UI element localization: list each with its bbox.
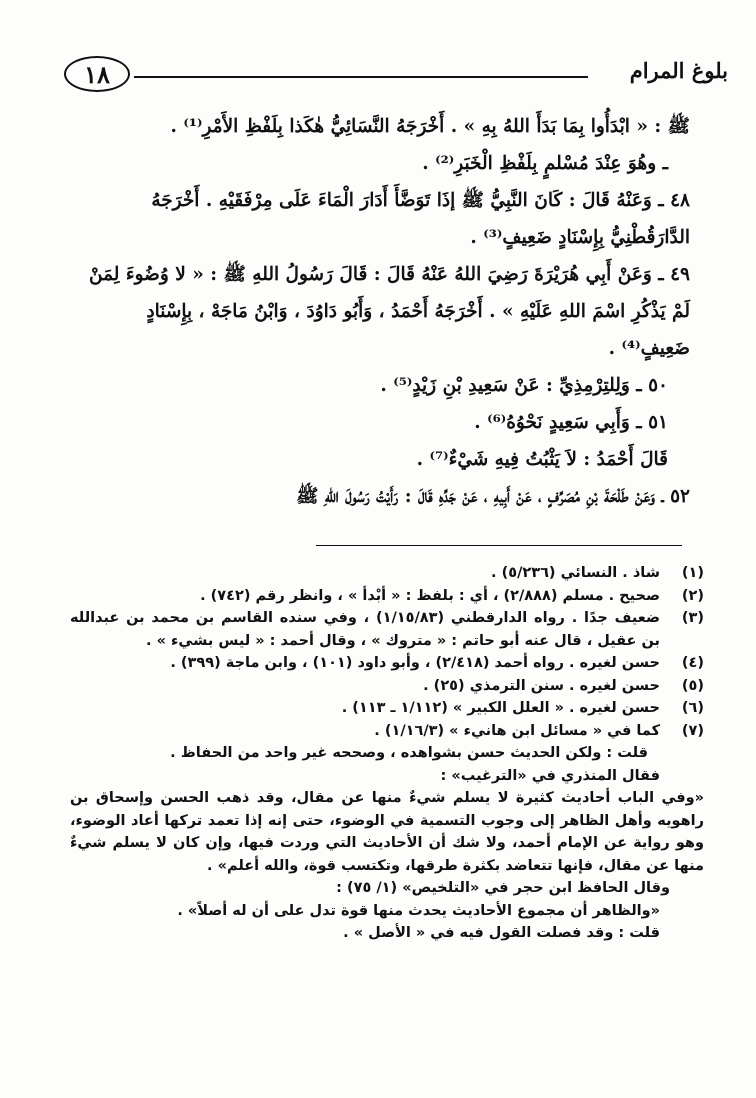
footnote-number: (٤)	[681, 655, 704, 671]
footnote-number: (٥)	[681, 677, 704, 694]
hadith-50: ٥٠ ـ وَلِلتِرْمِذِيِّ : عَنْ سَعِيدِ بْنِ زَيْدٍ⁽⁵⁾ .	[380, 375, 668, 396]
ahmad-statement: قَالَ أَحْمَدُ : لاَ يَثْبُتُ فِيهِ شَيْءٌ⁽⁷⁾ .	[416, 449, 668, 470]
footnote-text: حسن لغيره . سنن الترمذي (٢٥) .	[423, 677, 660, 694]
footnote-text: حسن لغيره . « العلل الكبير » (١/١١٢ ـ ١١٣) .	[341, 700, 660, 716]
footnote-text: ضعيف جدًا . رواه الدارقطني (١/١٥/٨٣) ، وفي سنده القاسم بن محمد بن عبدالله بن عقيل ، قال عنه أبو حاتم : « متروك » ، وقال أحمد : « ليس بشيء » .	[70, 610, 661, 649]
footnote-text: شاذ . النسائي (٥/٢٣٦) .	[491, 565, 660, 581]
text-line: الدَّارَقُطْنِيُّ بِإِسْنَادٍ ضَعِيفٍ⁽³⁾ .	[470, 227, 690, 248]
commentary-line: وقال الحافظ ابن حجر في «التلخيص» (١/ ٧٥) :	[336, 880, 670, 896]
page-number: ١٨	[64, 56, 130, 92]
footnote-text: حسن لغيره . رواه أحمد (٢/٤١٨) ، وأبو داود (١٠١) ، وابن ماجة (٣٩٩) .	[170, 655, 660, 671]
footnote-separator	[316, 545, 682, 546]
footnote	[70, 675, 704, 698]
commentary-line: قلت : وقد فصلت القول فيه في « الأصل » .	[343, 925, 660, 941]
footnote	[70, 562, 704, 585]
footnotes	[70, 562, 704, 945]
commentary-quote: «والظاهر أن مجموع الأحاديث يحدث منها قوة تدل على أن له أصلاً» .	[177, 902, 660, 919]
book-title: بلوغ المرام	[629, 58, 728, 83]
footnote	[70, 652, 704, 675]
text-line: ﷺ : « ابْدَأُوا بِمَا بَدَأَ اللهُ بِهِ » . أَخْرَجَهُ النَّسَائِيُّ هٰكَذا بِلَفْظِ الأَمْرِ⁽¹⁾ .	[170, 116, 690, 137]
commentary-quote: «وفي الباب أحاديث كثيرة لا يسلم شيءٌ منها عن مقال، وقد ذهب الحسن وإسحاق بن راهويه وأهل الظاهر إلى وجوب التسمية في الوضوء، حتى إنه إذا تعمد تركها أعاد الوضوء، وهو رواية عن الإمام أحمد، ولا شك أن الأحاديث التي وردت فيها، وإن كان لا يسلم شيءٌ منها عن مقال، فإنها تتعاضد بكثرة طرقها، وتكتسب قوة، والله أعلم» .	[70, 790, 704, 874]
main-text	[80, 108, 690, 515]
commentary-line: فقال المنذري في «الترغيب» :	[440, 767, 660, 784]
footnote-number: (٦)	[681, 700, 704, 716]
hadith-48: ٤٨ ـ وَعَنْهُ قَالَ : كَانَ النَّبِيُّ ﷺ إذَا تَوَضَّأَ أَدَارَ الْمَاءَ عَلَى مِرْفَقَيْهِ . أَخْرَجَهُ	[151, 190, 690, 211]
commentary-line: قلت : ولكن الحديث حسن بشواهده ، وصححه غير واحد من الحفاظ .	[170, 745, 648, 761]
footnote-number: (٣)	[681, 610, 704, 626]
footnote-number: (١)	[681, 565, 704, 581]
footnote	[70, 697, 704, 720]
footnote	[70, 720, 704, 743]
text-line: ـ وهُوَ عِنْدَ مُسْلمٍ بِلَفْظِ الْخَبَرِ⁽²⁾ .	[422, 153, 668, 174]
hadith-51: ٥١ ـ وَأَبِي سَعِيدٍ نَحْوُهُ⁽⁶⁾ .	[474, 412, 668, 433]
text-line: ضَعِيفٍ⁽⁴⁾ .	[608, 338, 690, 359]
page-header	[64, 52, 728, 102]
hadith-49: ٤٩ ـ وَعَنْ أَبِي هُرَيْرَةَ رَضِيَ اللهُ عَنْهُ قَالَ : قَالَ رَسُولُ اللهِ ﷺ : « لا وُضُوءَ لِمَنْ	[89, 264, 690, 285]
text-line: لَمْ يَذْكُرِ اسْمَ اللهِ عَلَيْهِ » . أَخْرَجَهُ أَحْمَدُ ، وَأَبُو دَاوُدَ ، وَابْنُ مَاجَهْ ، بِإِسْنَادٍ	[146, 301, 690, 322]
footnote-text: كما في « مسائل ابن هانيء » (١/١٦/٣) .	[374, 722, 660, 739]
footnote-number: (٧)	[681, 722, 704, 739]
footnote-text: صحيح . مسلم (٢/٨٨٨) ، أي : بلفظ : « أبْدأ » ، وانظر رقم (٧٤٢) .	[200, 587, 660, 604]
header-rule	[134, 76, 588, 78]
hadith-52: ٥٢ ـ وَعَنْ طَلْحَةَ بْنِ مُصَرِّفٍ ، عَنْ أَبِيهِ ، عَنْ جَدِّهِ قَالَ : رَأَيْتُ رَسُولَ اللهِ ﷺ	[296, 486, 690, 507]
footnote-number: (٢)	[681, 587, 704, 604]
footnote	[70, 607, 704, 652]
footnote	[70, 585, 704, 608]
